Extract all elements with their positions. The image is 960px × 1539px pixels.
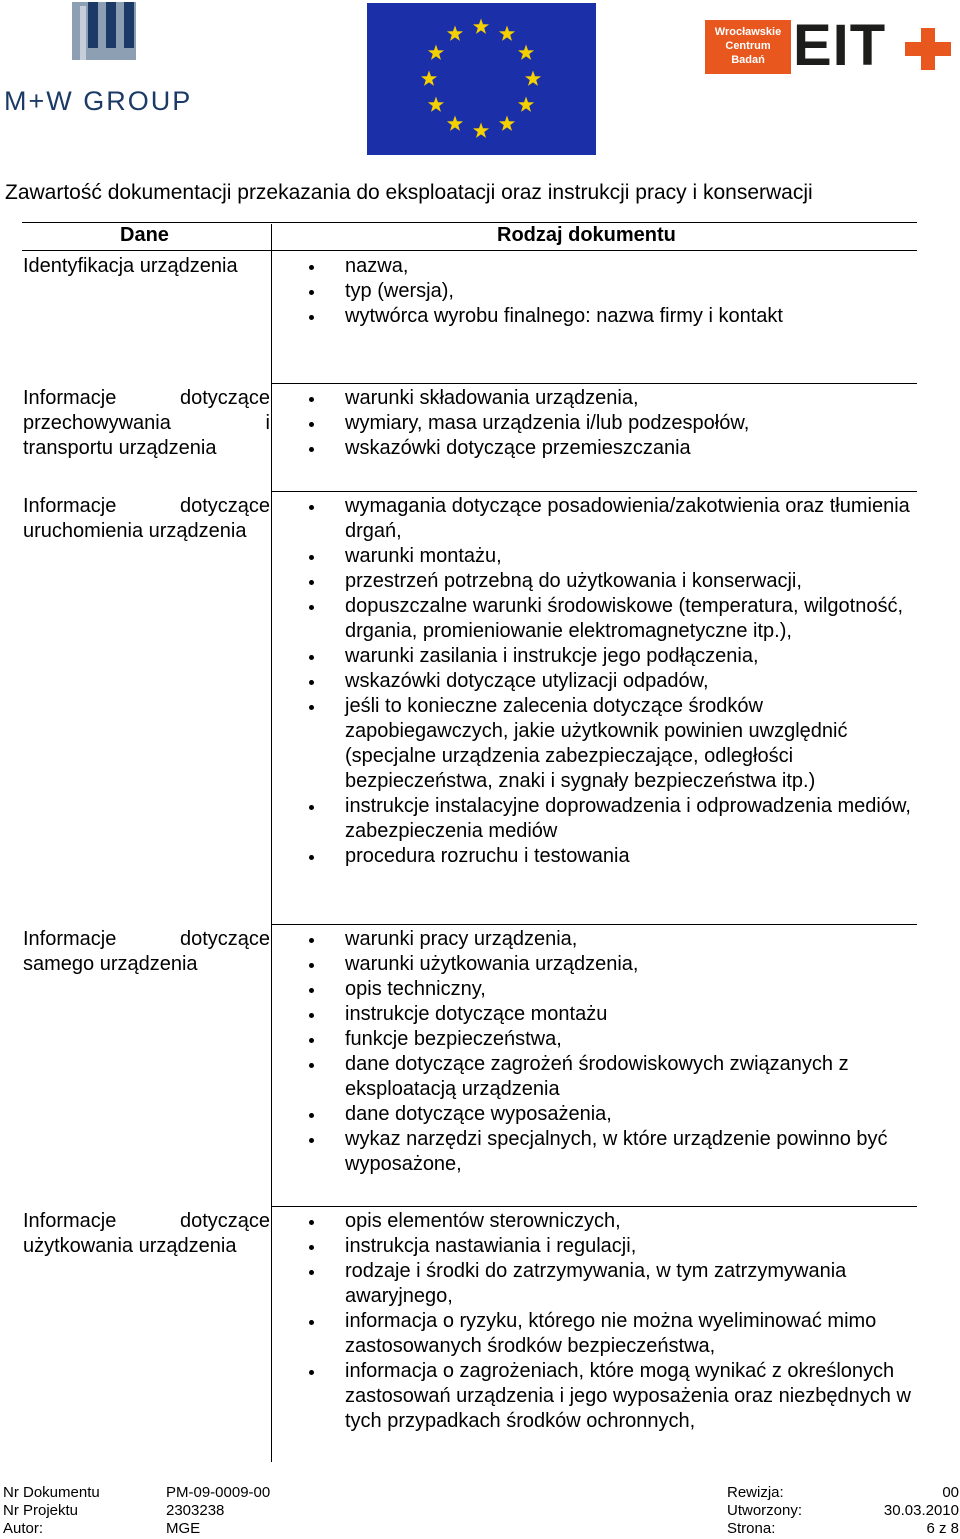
eit-plus-logo (705, 13, 953, 78)
list-item: warunki zasilania i instrukcje jego podłączenia, (305, 644, 915, 669)
eit-box-line: Wrocławskie (714, 26, 782, 38)
header-rodzaj-dokumentu: Rodzaj dokumentu (497, 224, 676, 246)
column-divider (271, 224, 272, 1462)
page-footer (3, 1484, 959, 1538)
footer-row (3, 1520, 959, 1538)
list-item: informacja o ryzyku, którego nie można wyeliminować mimo zastosowanych środków bezpieczeństwa, (305, 1309, 915, 1359)
footer-label: Strona: (727, 1520, 776, 1537)
list-item: wskazówki dotyczące przemieszczania (305, 436, 915, 461)
footer-label: Utworzony: (727, 1502, 803, 1519)
header-dane: Dane (120, 224, 169, 246)
list-item: funkcje bezpieczeństwa, (305, 1027, 915, 1052)
row-list-przechowywanie (305, 386, 915, 461)
list-item: warunki montażu, (305, 544, 915, 569)
footer-value: 6 z 8 (926, 1520, 959, 1537)
mw-logo-mark (4, 2, 218, 82)
list-item: instrukcje instalacyjne doprowadzenia i odprowadzenia mediów, zabezpieczenia mediów (305, 794, 915, 844)
row-list-uruchomienie (305, 494, 915, 869)
footer-value: MGE (166, 1520, 201, 1537)
list-item: dopuszczalne warunki środowiskowe (temperatura, wilgotność, drgania, promieniowanie elektromagnetyczne itp.), (305, 594, 915, 644)
list-item: dane dotyczące zagrożeń środowiskowych związanych z eksploatacją urządzenia (305, 1052, 915, 1102)
list-item: rodzaje i środki do zatrzymywania, w tym zatrzymywania awaryjnego, (305, 1259, 915, 1309)
list-item: opis techniczny, (305, 977, 915, 1002)
eu-flag-logo (367, 3, 596, 155)
list-item: typ (wersja), (305, 279, 915, 304)
footer-label: Nr Projektu (3, 1502, 79, 1519)
list-item: warunki składowania urządzenia, (305, 386, 915, 411)
list-item: procedura rozruchu i testowania (305, 844, 915, 869)
footer-value: PM-09-0009-00 (166, 1484, 271, 1501)
row-list-uzytkowanie (305, 1209, 915, 1434)
table-top-border (22, 222, 917, 223)
footer-value: 2303238 (166, 1502, 225, 1519)
eit-box-line: Badań (731, 54, 765, 66)
list-item: dane dotyczące wyposażenia, (305, 1102, 915, 1127)
list-item: warunki pracy urządzenia, (305, 927, 915, 952)
list-item: wymagania dotyczące posadowienia/zakotwienia oraz tłumienia drgań, (305, 494, 915, 544)
list-item: wykaz narzędzi specjalnych, w które urządzenie powinno być wyposażone, (305, 1127, 915, 1177)
footer-row (3, 1502, 959, 1520)
list-item: instrukcje dotyczące montażu (305, 1002, 915, 1027)
list-item: wytwórca wyrobu finalnego: nazwa firmy i kontakt (305, 304, 915, 329)
row-divider (272, 924, 917, 925)
footer-value: 00 (942, 1484, 959, 1501)
row-label-przechowywanie: Informacje dotyczące przechowywania i transportu urządzenia (23, 387, 270, 459)
footer-label: Autor: (3, 1520, 44, 1537)
mw-logo-text: M+W GROUP (4, 86, 193, 116)
footer-label: Rewizja: (727, 1484, 784, 1501)
footer-row (3, 1484, 959, 1502)
footer-value: 30.03.2010 (883, 1502, 959, 1519)
eit-orange-box (705, 20, 791, 74)
list-item: warunki użytkowania urządzenia, (305, 952, 915, 977)
header-bottom-border (22, 250, 917, 251)
eu-flag-icon (367, 3, 596, 155)
eit-box-line: Centrum (725, 40, 771, 52)
mw-group-logo (4, 2, 218, 114)
list-item: jeśli to konieczne zalecenia dotyczące środków zapobiegawczych, jakie użytkownik powinien uwzględnić (specjalne urządzenia zabezpieczające, odległości bezpieczeństwa, znaki i sygnały bezpieczeństwa itp.) (305, 694, 915, 794)
eit-word: EIT (793, 13, 887, 78)
list-item: wymiary, masa urządzenia i/lub podzespołów, (305, 411, 915, 436)
list-item: przestrzeń potrzebną do użytkowania i konserwacji, (305, 569, 915, 594)
row-divider (272, 491, 917, 492)
row-list-samego-urzadzenia (305, 927, 915, 1177)
plus-icon (905, 28, 951, 70)
row-divider (272, 383, 917, 384)
document-title: Zawartość dokumentacji przekazania do eksploatacji oraz instrukcji pracy i konserwacji (5, 181, 813, 204)
list-item: opis elementów sterowniczych, (305, 1209, 915, 1234)
list-item: nazwa, (305, 254, 915, 279)
row-divider (272, 1206, 917, 1207)
list-item: wskazówki dotyczące utylizacji odpadów, (305, 669, 915, 694)
row-list-identyfikacja (305, 254, 915, 329)
row-label-uruchomienie: Informacje dotyczące uruchomienia urządzenia (23, 495, 270, 542)
list-item: instrukcja nastawiania i regulacji, (305, 1234, 915, 1259)
footer-label: Nr Dokumentu (3, 1484, 100, 1501)
row-label-identyfikacja: Identyfikacja urządzenia (23, 255, 238, 277)
list-item: informacja o zagrożeniach, które mogą wynikać z określonych zastosowań urządzenia i jego wyposażenia oraz niezbędnych w tych przypadkach środków ochronnych, (305, 1359, 915, 1434)
row-label-samego-urzadzenia: Informacje dotyczące samego urządzenia (23, 928, 270, 975)
row-label-uzytkowanie: Informacje dotyczące użytkowania urządzenia (23, 1210, 270, 1257)
